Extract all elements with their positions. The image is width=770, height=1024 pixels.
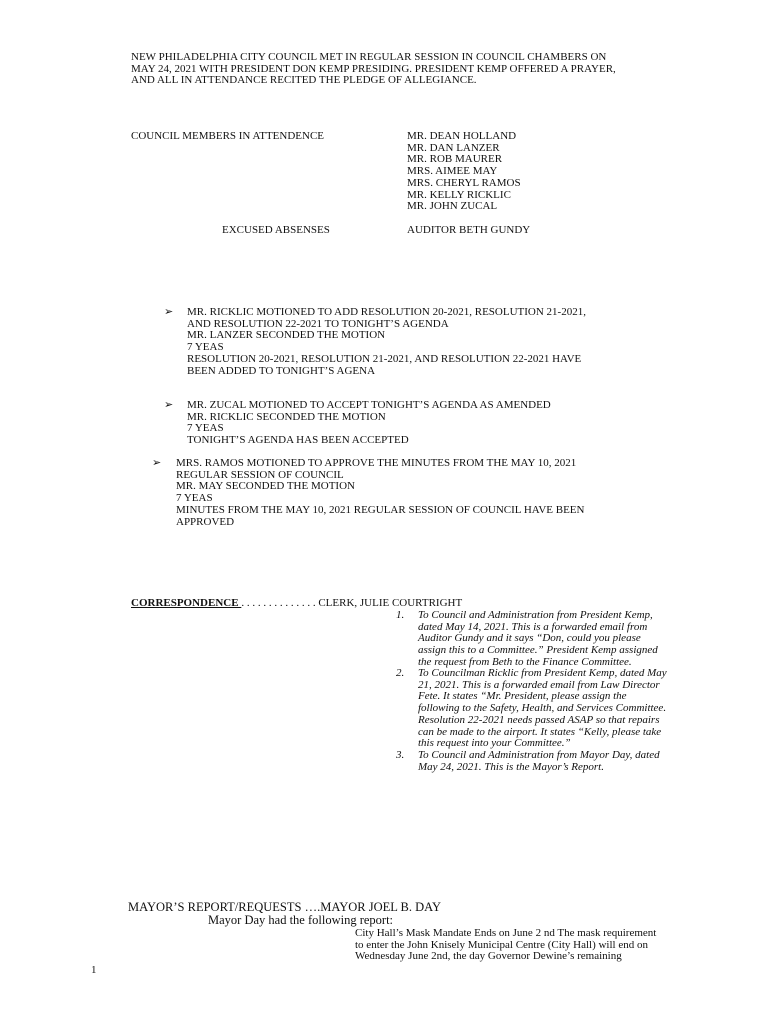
member-name: MR. KELLY RICKLIC [407, 188, 511, 201]
correspondence-item [418, 610, 658, 669]
mayor-report-intro: Mayor Day had the following report: [208, 913, 394, 927]
excused-label: EXCUSED ABSENSES [222, 224, 330, 236]
mayor-report-line: Wednesday June 2nd, the day Governor Dewine’s remaining [355, 950, 622, 963]
mayor-report-line: to enter the John Knisely Municipal Centre (City Hall) will end on [355, 938, 648, 951]
correspondence-line: can be made to the airport. It states “Kelly, please take [418, 725, 662, 738]
arrow-bullet-icon: ➢ [152, 457, 162, 469]
correspondence-item-number: 2. [396, 667, 405, 679]
correspondence-header [131, 598, 462, 610]
motion-line: MINUTES FROM THE MAY 10, 2021 REGULAR SESSION OF COUNCIL HAVE BEEN [176, 503, 585, 516]
correspondence-line: To Councilman Ricklic from President Kemp, dated May [418, 667, 667, 679]
intro-paragraph [131, 52, 616, 87]
mayor-report-line: City Hall’s Mask Mandate Ends on June 2 nd The mask requirement [355, 927, 657, 939]
correspondence-line: To Council and Administration from President Kemp, [418, 609, 653, 621]
correspondence-item-number: 1. [396, 609, 405, 621]
motion-line: TONIGHT’S AGENDA HAS BEEN ACCEPTED [187, 434, 409, 447]
correspondence-item [418, 668, 667, 750]
motion-block [176, 458, 584, 528]
intro-line: AND ALL IN ATTENDANCE RECITED THE PLEDGE OF ALLEGIANCE. [131, 74, 477, 87]
member-name: MR. DAN LANZER [407, 141, 500, 154]
motion-line: AND RESOLUTION 22-2021 TO TONIGHT’S AGENDA [187, 317, 449, 330]
correspondence-line: dated May 14, 2021. This is a forwarded email from [418, 620, 648, 633]
correspondence-line: the request from Beth to the Finance Committee. [418, 655, 632, 668]
arrow-bullet-icon: ➢ [164, 399, 174, 411]
excused-value: AUDITOR BETH GUNDY [407, 224, 531, 236]
motion-line: MRS. RAMOS MOTIONED TO APPROVE THE MINUTES FROM THE MAY 10, 2021 [176, 457, 577, 469]
motion-line: RESOLUTION 20-2021, RESOLUTION 21-2021, AND RESOLUTION 22-2021 HAVE [187, 352, 582, 365]
correspondence-heading: CORRESPONDENCE [131, 597, 242, 609]
correspondence-line: Fete. It states “Mr. President, please assign the [418, 690, 627, 703]
correspondence-line: To Council and Administration from Mayor Day, dated [418, 749, 660, 761]
motion-line: MR. LANZER SECONDED THE MOTION [187, 329, 386, 342]
correspondence-item-number: 3. [396, 749, 405, 761]
member-name: MR. DEAN HOLLAND [407, 130, 517, 142]
correspondence-line: assign this to a Committee.” President Kemp assigned [418, 644, 658, 657]
correspondence-line: Resolution 22-2021 needs passed ASAP so that repairs [418, 713, 660, 726]
member-name: MR. ROB MAURER [407, 153, 503, 166]
page-number: 1 [91, 964, 97, 976]
motion-block [187, 307, 586, 377]
motion-line: REGULAR SESSION OF COUNCIL [176, 468, 344, 481]
correspondence-line: Auditor Gundy and it says “Don, could you please [418, 632, 641, 645]
attendance-label: COUNCIL MEMBERS IN ATTENDENCE [131, 130, 325, 142]
motion-line: 7 YEAS [176, 492, 213, 505]
motion-line: BEEN ADDED TO TONIGHT’S AGENA [187, 364, 376, 377]
motion-line: MR. RICKLIC SECONDED THE MOTION [187, 410, 386, 423]
mayor-report-heading: MAYOR’S REPORT/REQUESTS ….MAYOR JOEL B. DAY [128, 900, 442, 914]
member-name: MRS. CHERYL RAMOS [407, 176, 521, 189]
motion-line: MR. ZUCAL MOTIONED TO ACCEPT TONIGHT’S AGENDA AS AMENDED [187, 399, 551, 411]
intro-line: NEW PHILADELPHIA CITY COUNCIL MET IN REGULAR SESSION IN COUNCIL CHAMBERS ON [131, 51, 607, 63]
motion-line: 7 YEAS [187, 422, 224, 435]
correspondence-line: 21, 2021. This is a forwarded email from Law Director [418, 678, 660, 691]
correspondence-line: this request into your Committee.” [418, 737, 571, 750]
correspondence-line: following to the Safety, Health, and Services Committee. [418, 702, 667, 715]
correspondence-clerk: . . . . . . . . . . . . . . CLERK, JULIE COURTRIGHT [241, 597, 463, 609]
intro-line: MAY 24, 2021 WITH PRESIDENT DON KEMP PRESIDING. PRESIDENT KEMP OFFERED A PRAYER, [131, 62, 616, 75]
correspondence-line: May 24, 2021. This is the Mayor’s Report. [418, 760, 604, 773]
motion-line: 7 YEAS [187, 341, 224, 354]
motion-line: MR. RICKLIC MOTIONED TO ADD RESOLUTION 20-2021, RESOLUTION 21-2021, [187, 306, 586, 318]
attendance-members [407, 131, 521, 213]
motion-line: MR. MAY SECONDED THE MOTION [176, 480, 355, 493]
member-name: MR. JOHN ZUCAL [407, 200, 498, 213]
mayor-report-body [355, 928, 656, 963]
correspondence-item [418, 750, 660, 773]
member-name: MRS. AIMEE MAY [407, 165, 498, 178]
motion-block [187, 400, 551, 447]
arrow-bullet-icon: ➢ [164, 306, 174, 318]
motion-line: APPROVED [176, 515, 235, 528]
